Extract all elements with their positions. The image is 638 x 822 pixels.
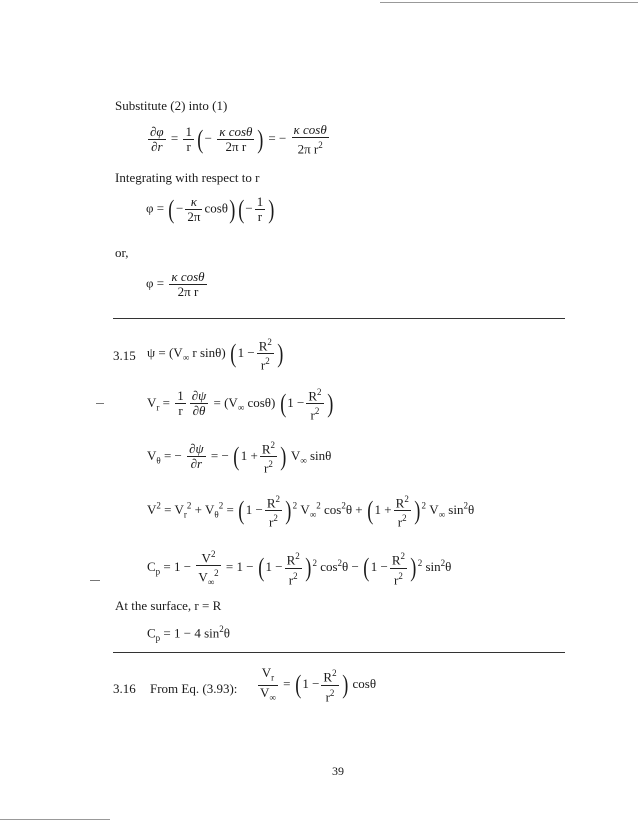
- equation-cp: $C_p = 1$ − $\frac{V^2}{V_\infty^2}$ = 1 − (1 − $\frac{R^2}{r^2}$ )$^2$ $\cos^2\theta - (1$ − $\frac{R^2}{r^2}$ )$^2$ $\sin^2\theta$: [147, 549, 452, 588]
- equation-vr: $V_r$ = $\frac{1}{r}$ $\frac{\partial\psi}{\partial\theta}$ = ($V_\infty$ cosθ) (1 − $\frac{R^2}{r^2}$ ): [147, 387, 333, 423]
- equation-3: φ = $\frac{\text{κ cosθ}}{\text{2π r}}$: [146, 269, 205, 299]
- equation-v-squared: $V^2 = V_r^2 + V_\theta^2 = (1$ − $\frac{R^2}{r^2}$ )$^2$ $V_\infty^2$ $\cos^2\theta + (1$ + $\frac{R^2}{r^2}$ )$^2$ $V_\infty$ $\sin^2\theta$: [147, 494, 475, 530]
- problem-number-3-15: 3.15: [113, 348, 136, 363]
- equation-1: $\frac{\partial\varphi}{\partial r}$ = $\frac{1}{r}$ (− $\frac{\text{κ cosθ}}{\text{2π r}}$ ) = − $\frac{\text{κ cosθ}}{2\pi r^2}$: [150, 122, 327, 157]
- equation-psi: $\psi = (V_\infty$ r sinθ) (1 − $\frac{R^2}{r^2}$ ): [147, 337, 284, 373]
- or-text: or,: [115, 245, 129, 260]
- scan-mark-left-dash: [96, 403, 104, 404]
- section-divider-1: [113, 318, 565, 319]
- equation-vr-over-vinf: $\frac{V_r}{V_\infty}$ = (1 − $\frac{R^2}{r^2}$ ) cosθ: [260, 665, 377, 704]
- from-equation-text: From Eq. (3.93):: [150, 681, 238, 696]
- section-divider-2: [113, 652, 565, 653]
- equation-cp-surface: $C_p = 1 - 4$ $\sin^2\theta$: [147, 624, 230, 643]
- equation-2: φ = (− $\frac{\kappa}{2\pi}$ cosθ) (− $\frac{1}{r}$ ): [146, 194, 275, 224]
- surface-text: At the surface, r = R: [115, 598, 222, 613]
- scan-mark-left-dots: [90, 580, 100, 581]
- scan-artifact-top: [380, 2, 638, 3]
- equation-vtheta: $V_\theta$ = − $\frac{\partial\psi}{\partial r}$ = − (1 + $\frac{R^2}{r^2}$ ) $V_\infty$ sinθ: [147, 440, 332, 476]
- page-number: 39: [332, 764, 344, 778]
- substitute-text: Substitute (2) into (1): [115, 98, 228, 113]
- problem-number-3-16: 3.16: [113, 681, 136, 696]
- integrating-text: Integrating with respect to r: [115, 170, 260, 185]
- scan-artifact-bottom: [0, 819, 110, 820]
